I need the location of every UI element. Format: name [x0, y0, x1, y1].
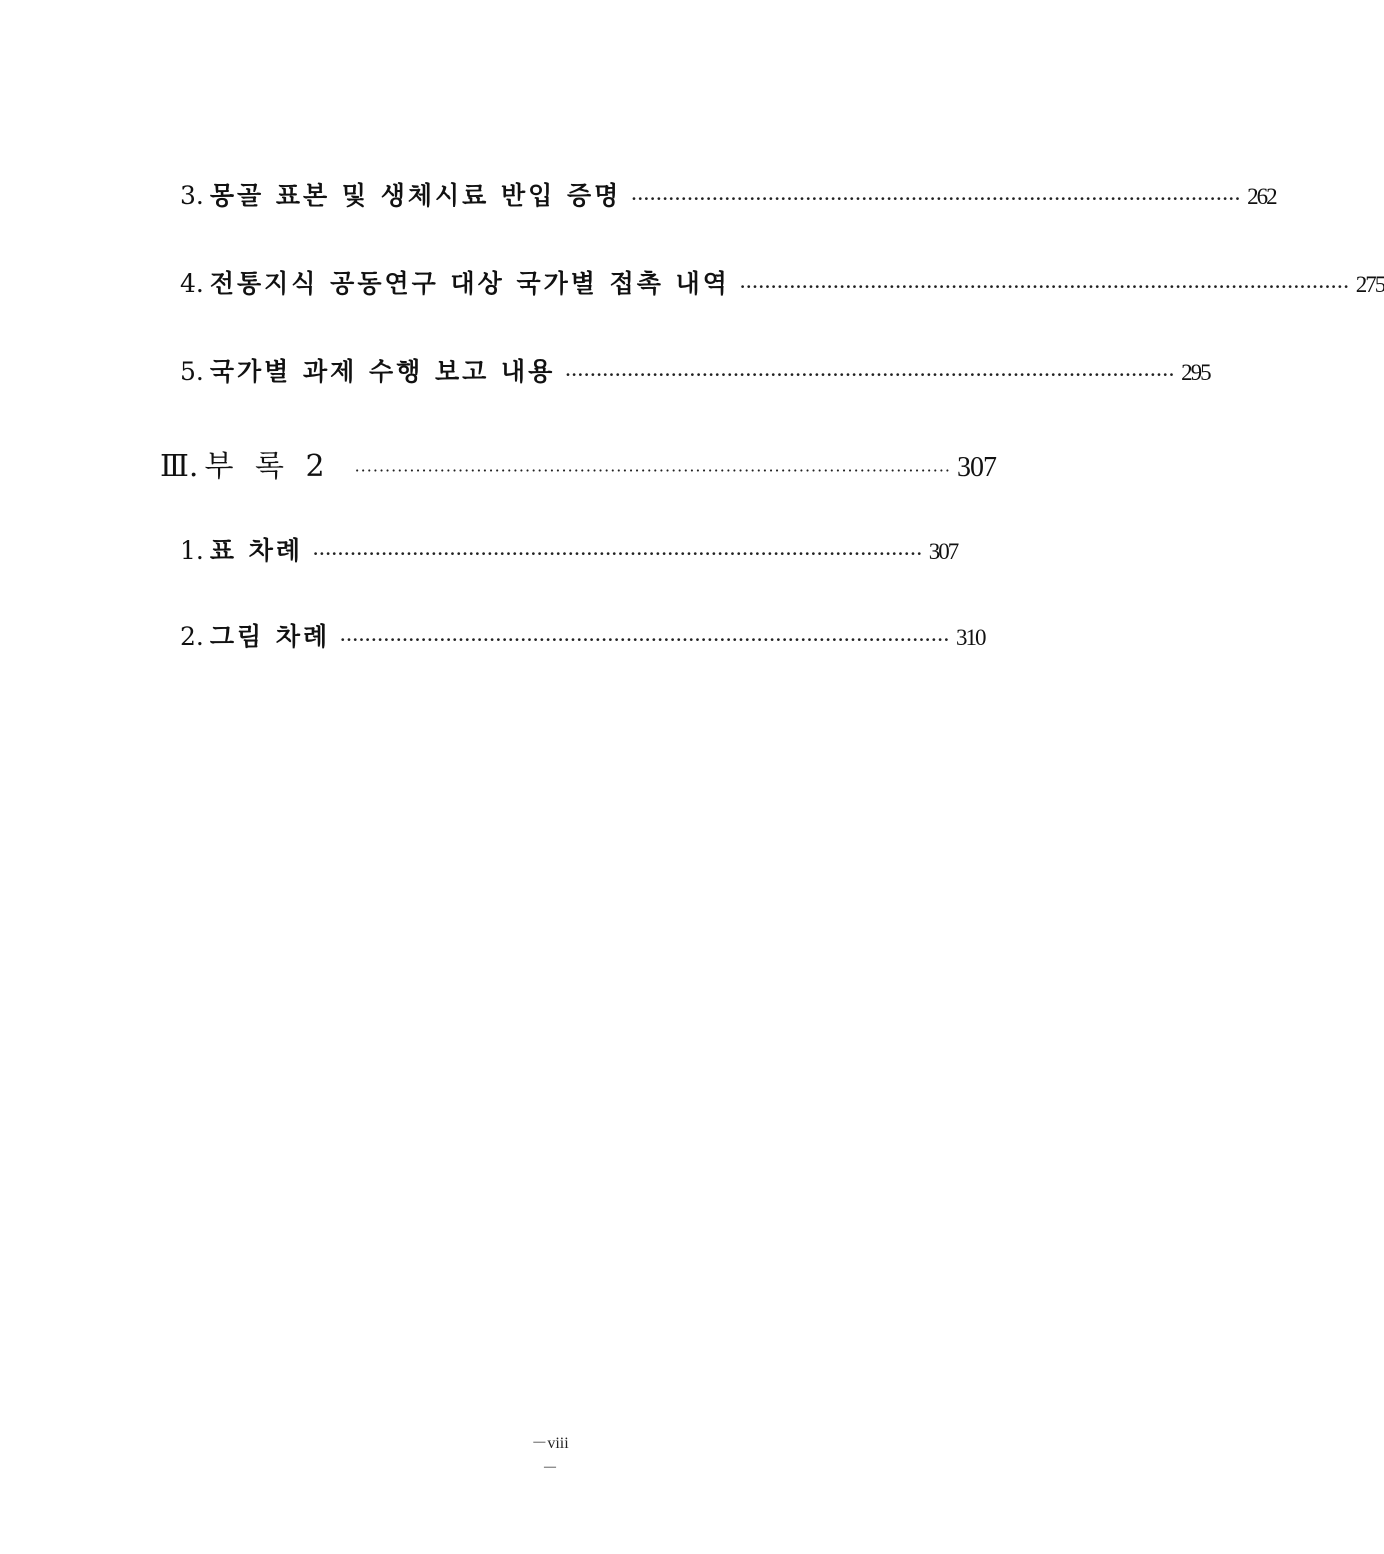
- toc-chapter-number: Ⅲ.: [160, 449, 199, 484]
- toc-entry-number: 3.: [180, 181, 204, 210]
- toc-entry: [180, 352, 1210, 388]
- toc-entry-page: 295: [1181, 360, 1210, 385]
- toc-chapter-title: 부 록 2: [204, 449, 331, 484]
- dot-leader: ··································································································: [631, 190, 1242, 208]
- toc-entry-title: 국가별 과제 수행 보고 내용: [209, 357, 556, 386]
- toc-entry-page: 307: [928, 539, 958, 564]
- toc-entry-page: 310: [955, 625, 985, 650]
- dot-leader: ··································································································: [354, 461, 952, 480]
- dot-leader: ··································································································: [340, 631, 950, 649]
- toc-entry-title: 그림 차례: [209, 622, 331, 651]
- toc-entry: [180, 176, 1276, 212]
- toc-entry-title: 표 차례: [209, 536, 304, 565]
- footer-dash: －: [541, 1460, 558, 1477]
- toc-entry-number: 2.: [180, 622, 204, 651]
- dot-leader: ··································································································: [739, 278, 1350, 296]
- page-number-footer: [0, 1430, 1100, 1478]
- toc-entry-title: 몽골 표본 및 생체시료 반입 증명: [209, 181, 622, 210]
- dot-leader: ··································································································: [313, 545, 923, 563]
- toc-entry: [180, 264, 1384, 300]
- dot-leader: ··································································································: [565, 366, 1176, 384]
- toc-entry-title: 전통지식 공동연구 대상 국가별 접촉 내역: [209, 269, 730, 298]
- toc-chapter-entry: [160, 441, 997, 485]
- toc-entry-number: 4.: [180, 269, 204, 298]
- page-number: －viii: [531, 1435, 569, 1452]
- toc-entry: [180, 531, 958, 567]
- toc-entry-number: 1.: [180, 536, 204, 565]
- toc-chapter-page: 307: [957, 452, 997, 483]
- toc-entry: [180, 617, 985, 653]
- toc-entry-page: 262: [1247, 184, 1276, 209]
- toc-entry-page: 275: [1355, 272, 1384, 297]
- toc-entry-number: 5.: [180, 357, 204, 386]
